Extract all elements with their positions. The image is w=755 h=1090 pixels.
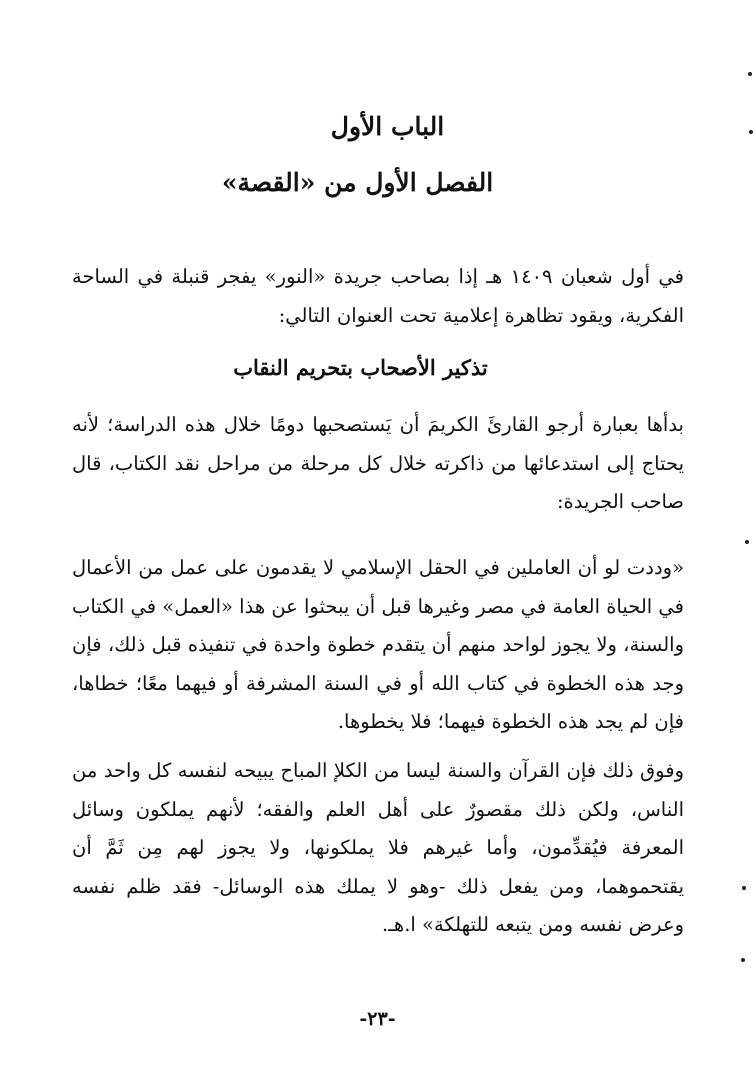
scan-speck (742, 886, 746, 890)
scan-speck (749, 130, 753, 134)
scan-speck (745, 540, 749, 544)
intro-paragraph: في أول شعبان ١٤٠٩ هـ إذا بصاحب جريدة «النور» يفجر قنبلة في الساحة الفكرية، ويقود تظاهرة إعلامية تحت العنوان التالي: (72, 265, 684, 327)
chapter-title: الباب الأول (330, 112, 445, 141)
quotation-paragraph: «وددت لو أن العاملين في الحقل الإسلامي لا يقدمون على عمل من الأعمال في الحياة العامة في مصر وغيرها قبل أن يبحثوا عن هذا «العمل» في الكتاب والسنة، ولا يجوز لواحد منهم أن يتقدم خطوة واحدة في تنفيذه قبل ذلك، فإن وجد هذه الخطوة في كتاب الله أو في السنة المشرفة أو فيهما معًا؛ خطاها، فإن لم يجد هذه الخطوة فيهما؛ فلا يخطوها. (72, 556, 684, 733)
section-title: الفصل الأول من «القصة» (221, 168, 494, 197)
scan-speck (741, 958, 745, 962)
page-number: -٢٣- (359, 1008, 396, 1030)
body-paragraph: بدأها بعبارة أرجو القارئَ الكريمَ أن يَستصحبها دومًا خلال هذه الدراسة؛ لأنه يحتاج إلى استدعائها من ذاكرته خلال كل مرحلة من مراحل نقد الكتاب، قال صاحب الجريدة: (72, 413, 684, 513)
scan-speck (748, 72, 752, 76)
quoted-headline: تذكير الأصحاب بتحريم النقاب (233, 355, 488, 380)
quotation-paragraph-continued: وفوق ذلك فإن القرآن والسنة ليسا من الكلإ المباح يبيحه لنفسه كل واحد من الناس، ولكن ذلك مقصورٌ على أهل العلم والفقه؛ لأنهم يملكون وسائل المعرفة فيُقدِّمون، وأما غيرهم فلا يملكونها، ولا يجوز لهم مِن ثَمَّ أن يقتحموهما، ومن يفعل ذلك -وهو لا يملك هذه الوسائل- فقد ظلم نفسه وعرض نفسه ومن يتبعه للتهلكة» ا.هـ. (72, 759, 684, 936)
